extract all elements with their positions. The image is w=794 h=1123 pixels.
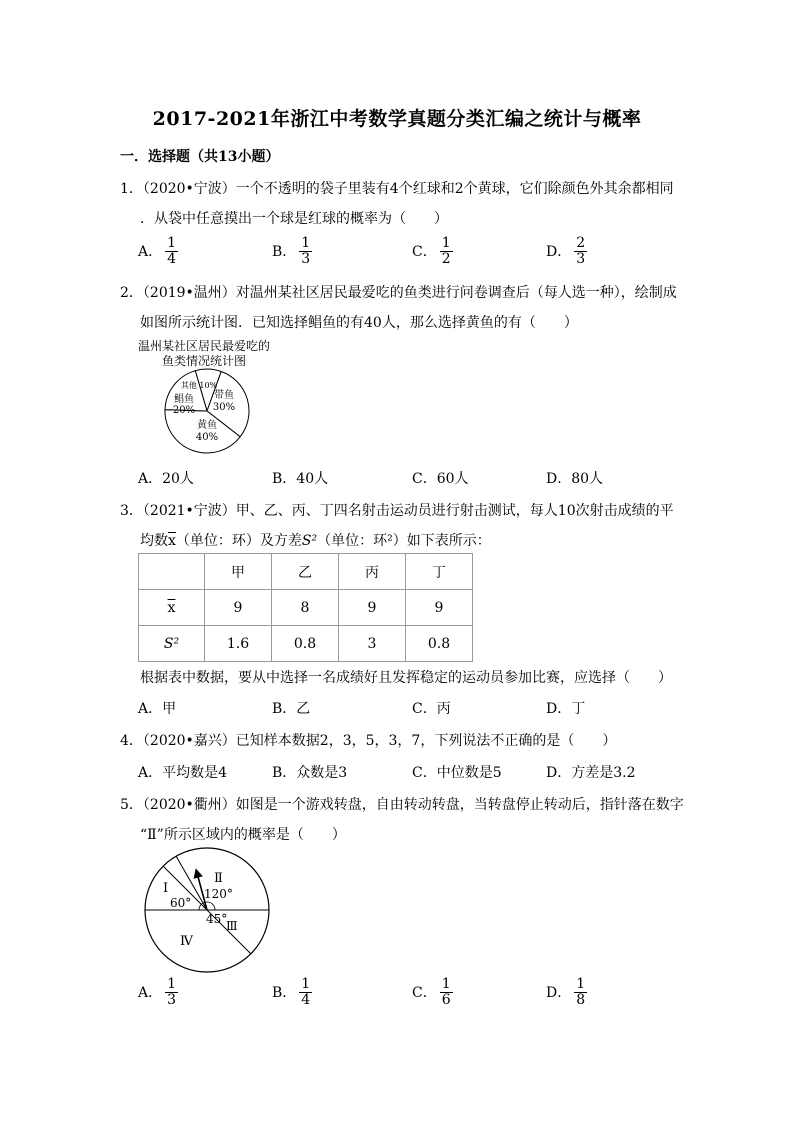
fraction: $\frac{1}{4}$ <box>301 976 311 1008</box>
fraction: $\frac{1}{4}$ <box>167 235 177 267</box>
region-ii-label: Ⅱ <box>214 871 223 886</box>
q5-option-a[interactable]: A． $\frac{1}{3}$ <box>138 976 177 1008</box>
fraction: $\frac{1}{3}$ <box>167 976 177 1008</box>
fraction: $\frac{1}{2}$ <box>441 235 451 267</box>
q1-option-c[interactable]: C． $\frac{1}{2}$ <box>412 235 451 267</box>
q2-option-a[interactable]: A．20人 <box>138 471 194 487</box>
table-cell: 9 <box>205 590 272 626</box>
chart-title-line1: 温州某社区居民最爱吃的 <box>138 339 271 353</box>
table-cell: 9 <box>339 590 406 626</box>
angle-120-label: 120° <box>204 887 233 901</box>
table-row-label: $\overline{x}$ <box>139 590 205 626</box>
q4-line1: 4．（2020•嘉兴）已知样本数据2，3，5，3，7，下列说法不正确的是（ ） <box>120 733 617 749</box>
q5-line1: 5．（2020•衢州）如图是一个游戏转盘，自由转动转盘，当转盘停止转动后，指针落在数字 <box>120 797 684 813</box>
region-iv-label: Ⅳ <box>180 934 193 949</box>
q3-line2: 均数$\overline{x}$（单位：环）及方差S²（单位：环²）如下表所示： <box>140 533 491 549</box>
q2-line2: 如图所示统计图．已知选择鲳鱼的有40人，那么选择黄鱼的有（ ） <box>140 315 578 331</box>
q1-option-a[interactable]: A． $\frac{1}{4}$ <box>138 235 177 267</box>
q1-option-d[interactable]: D． $\frac{2}{3}$ <box>546 235 586 267</box>
q2-option-d[interactable]: D．80人 <box>546 471 604 487</box>
q5-line2: “Ⅱ”所示区域内的概率是（ ） <box>140 827 346 843</box>
q3-option-a[interactable]: A．甲 <box>138 701 177 717</box>
q1-line2: ．从袋中任意摸出一个球是红球的概率为（ ） <box>140 211 448 227</box>
pie-value-huangyu: 40% <box>195 432 219 443</box>
pie-label-changyu: 鲳鱼 <box>174 394 194 405</box>
table-cell: 3 <box>339 626 406 662</box>
fraction: $\frac{1}{8}$ <box>576 976 586 1008</box>
score-table <box>138 553 473 662</box>
fraction: $\frac{1}{6}$ <box>441 976 451 1008</box>
pie-label-daiyu: 带鱼 <box>214 390 234 401</box>
region-i-label: Ⅰ <box>163 881 169 896</box>
pie-label-other: 其他 10% <box>180 381 218 390</box>
table-cell: 0.8 <box>406 626 473 662</box>
q3-line3: 根据表中数据，要从中选择一名成绩好且发挥稳定的运动员参加比赛，应选择（ ） <box>140 670 672 686</box>
q4-option-a[interactable]: A．平均数是4 <box>138 765 228 781</box>
q3-option-c[interactable]: C．丙 <box>412 701 451 717</box>
table-row <box>139 626 473 662</box>
table-row-label: S² <box>139 626 205 662</box>
q3-option-b[interactable]: B．乙 <box>272 701 311 717</box>
pie-value-daiyu: 30% <box>212 402 236 413</box>
table-header: 丁 <box>406 554 473 590</box>
q5-option-d[interactable]: D． $\frac{1}{8}$ <box>546 976 586 1008</box>
q5-option-b[interactable]: B． $\frac{1}{4}$ <box>272 976 311 1008</box>
table-row <box>139 590 473 626</box>
fraction: $\frac{1}{3}$ <box>301 235 311 267</box>
section-heading: 一．选择题（共13小题） <box>120 149 280 165</box>
pie-chart <box>162 366 252 456</box>
table-header-row <box>139 554 473 590</box>
q4-option-c[interactable]: C．中位数是5 <box>412 765 502 781</box>
region-iii-label: Ⅲ <box>226 919 238 933</box>
angle-45-label: 45° <box>206 912 228 926</box>
table-header: 乙 <box>272 554 339 590</box>
q4-option-d[interactable]: D．方差是3.2 <box>546 765 636 781</box>
q3-option-d[interactable]: D．丁 <box>546 701 586 717</box>
spinner-wheel-diagram <box>140 845 280 975</box>
table-header: 甲 <box>205 554 272 590</box>
fraction: $\frac{2}{3}$ <box>576 235 586 267</box>
page-title: 2017-2021年浙江中考数学真题分类汇编之统计与概率 <box>152 108 642 130</box>
table-cell: 8 <box>272 590 339 626</box>
chart-title-line2: 鱼类情况统计图 <box>162 354 247 368</box>
q1-line1: 1．（2020•宁波）一个不透明的袋子里装有4个红球和2个黄球，它们除颜色外其余都相同 <box>120 181 674 197</box>
pie-value-changyu: 20% <box>172 405 196 416</box>
q2-option-b[interactable]: B．40人 <box>272 471 329 487</box>
table-cell: 9 <box>406 590 473 626</box>
q2-option-c[interactable]: C．60人 <box>412 471 469 487</box>
angle-60-label: 60° <box>170 896 192 910</box>
pie-label-huangyu: 黄鱼 <box>197 420 217 431</box>
table-cell: 1.6 <box>205 626 272 662</box>
q2-line1: 2．（2019•温州）对温州某社区居民最爱吃的鱼类进行问卷调查后（每人选一种），绘制成 <box>120 285 677 301</box>
q1-option-b[interactable]: B． $\frac{1}{3}$ <box>272 235 311 267</box>
q5-option-c[interactable]: C． $\frac{1}{6}$ <box>412 976 451 1008</box>
table-cell: 0.8 <box>272 626 339 662</box>
table-header: 丙 <box>339 554 406 590</box>
q4-option-b[interactable]: B．众数是3 <box>272 765 348 781</box>
q3-line1: 3．（2021•宁波）甲、乙、丙、丁四名射击运动员进行射击测试，每人10次射击成绩的平 <box>120 503 674 519</box>
